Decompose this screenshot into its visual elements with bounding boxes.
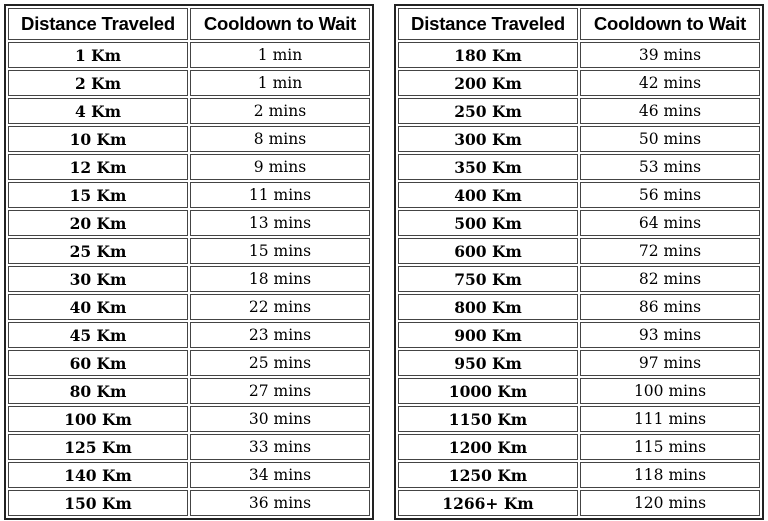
cooldown-cell: 50 mins (580, 126, 760, 152)
distance-cell: 800 Km (398, 294, 578, 320)
cooldown-cell: 72 mins (580, 238, 760, 264)
cooldown-cell: 34 mins (190, 462, 370, 488)
table-row (8, 70, 370, 96)
distance-cell: 900 Km (398, 322, 578, 348)
distance-cell: 180 Km (398, 42, 578, 68)
table-row (8, 42, 370, 68)
table-row (8, 378, 370, 404)
distance-cell: 500 Km (398, 210, 578, 236)
table-body-right (398, 42, 760, 516)
cooldown-cell: 56 mins (580, 182, 760, 208)
cooldown-cell: 15 mins (190, 238, 370, 264)
distance-cell: 60 Km (8, 350, 188, 376)
table-row (398, 434, 760, 460)
cooldown-cell: 8 mins (190, 126, 370, 152)
table-row (8, 490, 370, 516)
cooldown-table-right (394, 4, 764, 520)
table-row (8, 406, 370, 432)
table-row (398, 42, 760, 68)
table-row (8, 266, 370, 292)
cooldown-cell: 13 mins (190, 210, 370, 236)
table-row (398, 98, 760, 124)
distance-cell: 20 Km (8, 210, 188, 236)
table-row (8, 350, 370, 376)
cooldown-cell: 1 min (190, 70, 370, 96)
cooldown-cell: 23 mins (190, 322, 370, 348)
distance-cell: 300 Km (398, 126, 578, 152)
cooldown-cell: 2 mins (190, 98, 370, 124)
distance-cell: 600 Km (398, 238, 578, 264)
distance-cell: 950 Km (398, 350, 578, 376)
table-row (398, 70, 760, 96)
table-row (398, 462, 760, 488)
cooldown-cell: 36 mins (190, 490, 370, 516)
distance-cell: 25 Km (8, 238, 188, 264)
table-row (398, 406, 760, 432)
header-cooldown: Cooldown to Wait (580, 8, 760, 40)
table-row (8, 238, 370, 264)
distance-cell: 250 Km (398, 98, 578, 124)
distance-cell: 1 Km (8, 42, 188, 68)
table-row (398, 182, 760, 208)
table-row (8, 98, 370, 124)
distance-cell: 140 Km (8, 462, 188, 488)
cooldown-cell: 18 mins (190, 266, 370, 292)
distance-cell: 4 Km (8, 98, 188, 124)
distance-cell: 45 Km (8, 322, 188, 348)
cooldown-cell: 42 mins (580, 70, 760, 96)
table-row (8, 434, 370, 460)
distance-cell: 1266+ Km (398, 490, 578, 516)
cooldown-cell: 53 mins (580, 154, 760, 180)
distance-cell: 100 Km (8, 406, 188, 432)
header-distance: Distance Traveled (8, 8, 188, 40)
cooldown-table-left (4, 4, 374, 520)
cooldown-cell: 64 mins (580, 210, 760, 236)
cooldown-cell: 33 mins (190, 434, 370, 460)
distance-cell: 150 Km (8, 490, 188, 516)
distance-cell: 2 Km (8, 70, 188, 96)
distance-cell: 40 Km (8, 294, 188, 320)
distance-cell: 30 Km (8, 266, 188, 292)
header-cooldown: Cooldown to Wait (190, 8, 370, 40)
table-row (398, 238, 760, 264)
distance-cell: 80 Km (8, 378, 188, 404)
table-row (8, 294, 370, 320)
table-row (398, 490, 760, 516)
cooldown-cell: 118 mins (580, 462, 760, 488)
distance-cell: 200 Km (398, 70, 578, 96)
distance-cell: 10 Km (8, 126, 188, 152)
distance-cell: 1150 Km (398, 406, 578, 432)
cooldown-cell: 111 mins (580, 406, 760, 432)
header-row (8, 8, 370, 40)
header-distance: Distance Traveled (398, 8, 578, 40)
table-row (398, 350, 760, 376)
cooldown-cell: 82 mins (580, 266, 760, 292)
cooldown-cell: 46 mins (580, 98, 760, 124)
cooldown-cell: 86 mins (580, 294, 760, 320)
distance-cell: 1200 Km (398, 434, 578, 460)
cooldown-cell: 25 mins (190, 350, 370, 376)
distance-cell: 400 Km (398, 182, 578, 208)
table-row (398, 294, 760, 320)
table-row (398, 210, 760, 236)
table-row (8, 210, 370, 236)
cooldown-cell: 30 mins (190, 406, 370, 432)
cooldown-cell: 120 mins (580, 490, 760, 516)
table-row (8, 462, 370, 488)
cooldown-cell: 1 min (190, 42, 370, 68)
table-row (398, 266, 760, 292)
cooldown-cell: 22 mins (190, 294, 370, 320)
distance-cell: 125 Km (8, 434, 188, 460)
table-row (8, 322, 370, 348)
cooldown-cell: 39 mins (580, 42, 760, 68)
table-row (8, 182, 370, 208)
table-row (8, 126, 370, 152)
table-row (398, 378, 760, 404)
table-row (8, 154, 370, 180)
cooldown-cell: 11 mins (190, 182, 370, 208)
distance-cell: 1000 Km (398, 378, 578, 404)
table-row (398, 126, 760, 152)
cooldown-cell: 97 mins (580, 350, 760, 376)
cooldown-cell: 115 mins (580, 434, 760, 460)
distance-cell: 750 Km (398, 266, 578, 292)
distance-cell: 12 Km (8, 154, 188, 180)
table-row (398, 154, 760, 180)
table-body-left (8, 42, 370, 516)
distance-cell: 350 Km (398, 154, 578, 180)
cooldown-cell: 27 mins (190, 378, 370, 404)
cooldown-cell: 9 mins (190, 154, 370, 180)
header-row (398, 8, 760, 40)
cooldown-cell: 93 mins (580, 322, 760, 348)
distance-cell: 1250 Km (398, 462, 578, 488)
distance-cell: 15 Km (8, 182, 188, 208)
table-row (398, 322, 760, 348)
cooldown-cell: 100 mins (580, 378, 760, 404)
